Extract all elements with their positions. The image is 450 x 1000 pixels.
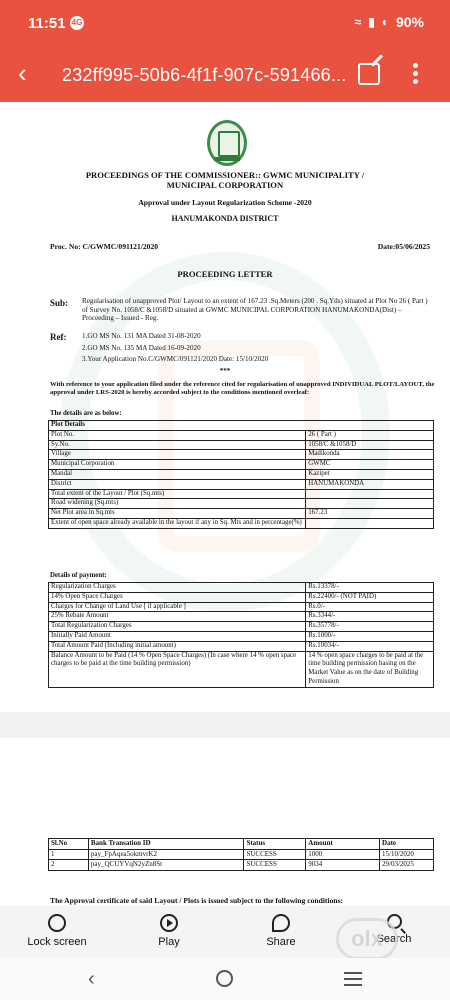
table-header-row (49, 421, 434, 431)
nav-recents-icon[interactable] (344, 972, 362, 990)
reference-label: Ref: (50, 332, 67, 342)
row-label: Total Regularization Charges (49, 622, 306, 632)
reference-item: 2.GO MS No. 135 MA Dated 16-09-2020 (82, 343, 201, 352)
table-cell: 15/10/2020 (380, 849, 434, 860)
row-value: Rs.22400/- (NOT PAID) (306, 592, 434, 602)
table-row (49, 622, 434, 632)
reference-list (82, 331, 432, 366)
row-value: HANUMAKONDA (306, 479, 434, 489)
system-indicators (355, 14, 424, 30)
bank-transactions-table (48, 838, 434, 871)
column-header: Status (244, 839, 306, 850)
table-row (49, 479, 434, 489)
row-value: Rs.13378/- (306, 583, 434, 593)
table-cell: 9034 (306, 860, 380, 871)
share-label: Share (266, 936, 296, 948)
table-cell: pay_FpAqea5okmvrK2 (88, 849, 244, 860)
wifi-icon: ≈ (354, 15, 362, 29)
district-title: HANUMAKONDA DISTRICT (171, 214, 279, 223)
app-bar (0, 50, 450, 100)
table-row (49, 430, 434, 440)
row-value: 14 % open space charges to be paid at the time building permission basing on the Market Value as on the date of Building Permission (306, 651, 434, 687)
table-cell: 1 (49, 849, 89, 860)
olx-watermark-logo: olx (336, 918, 398, 960)
play-icon (160, 914, 178, 932)
table-row (49, 602, 434, 612)
lock-screen-label: Lock screen (27, 936, 87, 948)
table-row (49, 469, 434, 479)
battery-icon: ◐ (381, 15, 389, 29)
subject-text: Regularisation of unapproved Plot/ Layout to an extent of 167.23 .Sq.Meters (200 . Sq.Yds) situated at Plot No 26 ( Part ) of Survey No. 1058/C &1058/D situated at GWMC MUNICIPAL CORPORATION HANUMAKONDA(Dist) – Proceeding – Issued - Reg. (82, 297, 428, 323)
approval-conditions-text: The Approval certificate of said Layout / Plots is issued subject to the following conditions: (50, 896, 344, 905)
system-nav-bar (0, 958, 450, 1000)
reference-item: 3.Your Application No.C/GWMC/091121/2020 Date: 15/10/2020 (82, 355, 269, 364)
payment-label: Details of payment: (50, 572, 107, 579)
letter-title: PROCEEDING LETTER (177, 269, 273, 279)
table-row (49, 509, 434, 519)
row-label: Plot No. (49, 430, 306, 440)
share-button[interactable] (241, 914, 321, 948)
more-vertical-icon[interactable] (405, 60, 425, 90)
table-cell: SUCCESS (244, 849, 306, 860)
table-cell: pay_QCUYVqN2yZn8St (88, 860, 244, 871)
row-value: Rs.1000/- (306, 631, 434, 641)
document-title: 232ff995-50b6-4f1f-907c-591466... (62, 65, 347, 85)
separator-stars: *** (219, 367, 231, 375)
status-bar (0, 0, 450, 46)
table-row (49, 592, 434, 602)
row-label: Road widening (Sq.mts) (49, 499, 306, 509)
row-label: Regularization Charges (49, 583, 306, 593)
play-label: Play (158, 936, 180, 948)
table-header-row (49, 839, 434, 850)
battery-level: 90% (395, 14, 424, 30)
table-cell: 29/03/2025 (380, 860, 434, 871)
arrow-left-icon[interactable]: ‹ (18, 58, 27, 88)
lock-screen-icon (48, 914, 66, 932)
row-value: Madikonda (306, 450, 434, 460)
table-row (49, 518, 434, 528)
table-row (49, 641, 434, 651)
proc-date: Date:05/06/2025 (377, 242, 430, 251)
document-page (0, 102, 450, 714)
nav-home-icon[interactable] (216, 970, 233, 987)
document-page-2 (0, 738, 450, 908)
row-label: Mandal (49, 469, 306, 479)
status-time: 11:51 (28, 15, 66, 32)
table-row (49, 460, 434, 470)
row-value: 167.23 (306, 509, 434, 519)
row-label: Balance Amount to be Paid (14 % Open Space Charges) (In case where 14 % open space charges to be paid at the time building permission) (49, 651, 306, 687)
scheme-title: Approval under Layout Regularization Scheme -2020 (138, 198, 312, 207)
row-value: Rs.10034/- (306, 641, 434, 651)
row-value: Rs.35778/- (306, 622, 434, 632)
column-header: Date (380, 839, 434, 850)
table-row (49, 583, 434, 593)
edit-icon[interactable] (358, 63, 380, 85)
intro-paragraph: With reference to your application filed under the reference cited for regularisation of unapproved INDIVIDUAL PLOT/LAYOUT, the approval under LRS-2020 is hereby accorded subject to the conditions mentioned overleaf: (50, 381, 435, 396)
row-label: Initially Paid Amount (49, 631, 306, 641)
table-row (49, 489, 434, 499)
row-value: 26 ( Part ) (306, 430, 434, 440)
row-label: Charges for Change of Land Use [ if applicable ] (49, 602, 306, 612)
plot-details-header: Plot Details (49, 421, 434, 431)
row-label: Village (49, 450, 306, 460)
row-label: Total extent of the Layout / Plot (Sq.mts) (49, 489, 306, 499)
notification-badge: 4G (70, 16, 84, 30)
row-label: 14% Open Space Charges (49, 592, 306, 602)
page-break (0, 712, 450, 738)
table-row (49, 612, 434, 622)
row-value: 1058/C &1058/D (306, 440, 434, 450)
row-label: District (49, 479, 306, 489)
proceedings-heading: PROCEEDINGS OF THE COMMISSIONER:: GWMC MUNICIPALITY / MUNICIPAL CORPORATION (85, 170, 365, 190)
subject-label: Sub: (50, 298, 69, 308)
play-button[interactable] (129, 914, 209, 948)
plot-details-table (48, 420, 434, 529)
column-header: Amount (306, 839, 380, 850)
search-label: Search (376, 933, 412, 945)
table-row (49, 631, 434, 641)
table-row (49, 849, 434, 860)
row-label: 25% Rebate Amount (49, 612, 306, 622)
row-label: Municipal Corporation (49, 460, 306, 470)
row-label: Sy.No. (49, 440, 306, 450)
row-value: GWMC (306, 460, 434, 470)
row-value: Kazipet (306, 469, 434, 479)
row-label: Total Amount Paid (Including initial amount) (49, 641, 306, 651)
row-value: Rs.0/- (306, 602, 434, 612)
table-cell: SUCCESS (244, 860, 306, 871)
government-emblem-icon (207, 120, 247, 166)
table-row (49, 440, 434, 450)
table-row (49, 499, 434, 509)
column-header: Bank Transation ID (88, 839, 244, 850)
row-value: Rs.3344/- (306, 612, 434, 622)
column-header: Sl.No (49, 839, 89, 850)
table-cell: 2 (49, 860, 89, 871)
nav-back-icon[interactable]: ‹ (88, 968, 95, 990)
share-icon (272, 914, 290, 932)
table-cell: 1000 (306, 849, 380, 860)
row-value (306, 499, 434, 509)
table-row (49, 450, 434, 460)
table-row (49, 860, 434, 871)
row-label: Extent of open space already available in the layout if any in Sq. Mts and in percentage(%) (49, 518, 306, 528)
row-value (306, 518, 434, 528)
reference-item: 1.GO MS No. 131 MA Dated 31-08-2020 (82, 332, 201, 340)
row-label: Net Plot area in Sq.mts (49, 509, 306, 519)
row-value (306, 489, 434, 499)
signal-icon: ▮ (368, 15, 375, 29)
lock-screen-button[interactable] (17, 914, 97, 948)
details-label: The details are as below: (50, 410, 122, 417)
proc-number: Proc. No: C/GWMC/091121/2020 (50, 242, 159, 251)
table-row (49, 651, 434, 687)
top-bar (0, 0, 450, 102)
payment-table (48, 582, 434, 688)
